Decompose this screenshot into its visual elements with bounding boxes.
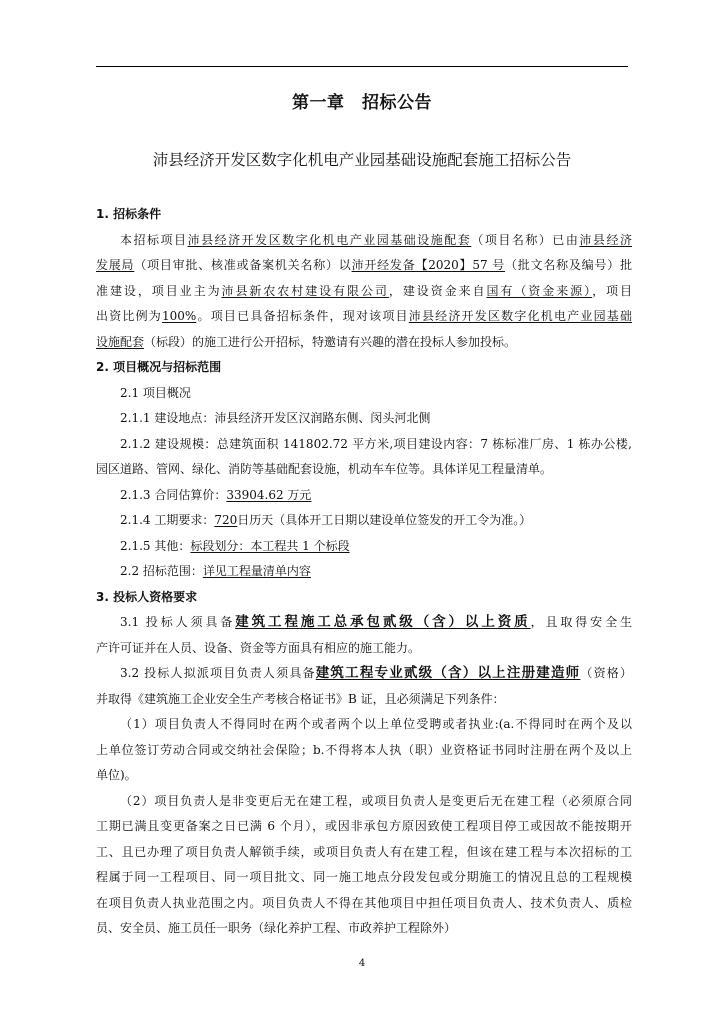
s1-line-2 — [96, 253, 632, 279]
condition-1-line-2: 上单位签订劳动合同或交纳社会保险；b.不得将本人执（职）业资格证书同时注册在两个及以上 — [96, 742, 632, 757]
q2-text: （资格） — [580, 666, 632, 680]
condition-2-line-2: 工期已满且变更备案之日已满 6 个月），或因非承包方原因致使工程项目停工或因故不能按期开 — [96, 819, 632, 833]
condition-2-line-1: （2）项目负责人是非变更后无在建工程，或项目负责人是变更后无在建工程（必须原合同 — [120, 793, 632, 808]
s1-text: （批文名称及编号）批 — [504, 258, 632, 272]
notice-title: 沛县经济开发区数字化机电产业园基础设施配套施工招标公告 — [152, 151, 572, 169]
approval-authority-cont: 发展局 — [96, 258, 135, 272]
funding-ratio: 100% — [162, 309, 197, 323]
q1-text: 3.1 投标人须具备 — [120, 615, 236, 629]
approval-document: 沛开经发备【2020】57 号 — [351, 258, 505, 272]
project-name-repeat: 沛县经济开发区数字化机电产业园基础 — [408, 309, 632, 323]
project-name-repeat-cont: 设施配套 — [96, 334, 145, 349]
other-value: 标段划分：本工程共 1 个标段 — [190, 538, 350, 553]
s1-text: ，建设资金来自 — [388, 283, 487, 298]
qualification-3-1 — [96, 610, 632, 636]
condition-2-line-5: 在项目负责人执业范围之内。项目负责人不得在其他项目中担任项目负责人、技术负责人、质检 — [96, 895, 632, 910]
s1-text: 准建设，项目业主为 — [96, 283, 222, 298]
s1-line-4 — [96, 304, 632, 330]
q1-text: ，且取得安全生 — [530, 615, 632, 629]
other-info — [96, 534, 632, 560]
period-label: 2.1.4 工期要求： — [120, 513, 215, 527]
s1-text: 。项目已具备招标条件，现对该项目 — [196, 309, 409, 323]
tender-scope — [96, 559, 632, 585]
condition-2-line-6: 员、安全员、施工员任一职务（绿化养护工程、市政养护工程除外） — [96, 921, 457, 935]
other-label: 2.1.5 其他： — [120, 538, 191, 553]
s1-text: 出资比例为 — [96, 309, 163, 323]
condition-1-line-1: （1）项目负责人不得同时在两个或者两个以上单位受聘或者执业:(a.不得同时在两个及以 — [120, 717, 632, 731]
document-body — [96, 202, 632, 942]
chapter-title: 第一章 招标公告 — [292, 93, 432, 113]
qualification-3-2 — [96, 661, 632, 687]
condition-2-line-4: 程属于同一工程项目、同一项目批文、同一施工地点分段发包或分期施工的情况且总的工程规模 — [96, 870, 632, 884]
s1-text: 本招标项目 — [120, 232, 188, 247]
approval-authority: 沛县经济 — [579, 232, 632, 247]
project-overview: 2.1 项目概况 — [120, 385, 191, 400]
period-rest: 日历天（具体开工日期以建设单位签发的开工令为准。） — [237, 513, 532, 527]
condition-1-line-3: 单位)。 — [96, 768, 137, 782]
estimate-value: 33904.62 万元 — [226, 487, 312, 502]
page-number: 4 — [358, 958, 366, 969]
construction-location: 2.1.1 建设地点：沛县经济开发区汉润路东侧、闵头河北侧 — [120, 411, 431, 425]
contract-estimate — [96, 483, 632, 509]
qualification-3-2-cont: 并取得《建筑施工企业安全生产考核合格证书》B 证，且必须满足下列条件： — [96, 691, 505, 706]
construction-scale: 2.1.2 建设规模：总建筑面积 141802.72 平方米,项目建设内容：7 栋标准厂房、1 栋办公楼, — [120, 436, 632, 451]
q2-requirement: 建筑工程专业贰级（含）以上注册建造师 — [315, 665, 581, 681]
project-name: 沛县经济开发区数字化机电产业园基础设施配套 — [187, 232, 472, 247]
s1-line-5 — [96, 330, 632, 356]
qualification-3-1-cont: 产许可证并在人员、设备、资金等方面具有相应的施工能力。 — [96, 640, 421, 655]
scope-label: 2.2 招标范围： — [120, 564, 203, 578]
schedule-requirement — [96, 508, 632, 534]
project-owner: 沛县新农农村建设有限公司 — [221, 283, 389, 298]
q1-requirement: 建筑工程施工总承包贰级（含）以上资质 — [235, 614, 531, 630]
scope-value: 详见工程量清单内容 — [202, 564, 311, 578]
section-3-heading: 3. 投标人资格要求 — [96, 589, 198, 604]
section-2-heading: 2. 项目概况与招标范围 — [96, 360, 222, 374]
s1-text: （项目审批、核准或备案机关名称）以 — [134, 258, 352, 272]
s1-text: ，项目 — [592, 283, 632, 298]
period-days: 720 — [214, 513, 238, 527]
s1-line-1 — [96, 228, 632, 254]
condition-2-line-3: 工、且已办理了项目负责人解锁手续，或项目负责人有在建工程，但该在建工程与本次招标的工 — [96, 844, 632, 859]
s1-text: （标段）的施工进行公开招标，特邀请有兴趣的潜在投标人参加投标。 — [144, 334, 517, 349]
estimate-label: 2.1.3 合同估算价： — [120, 487, 227, 502]
section-1-heading: 1. 招标条件 — [96, 207, 162, 221]
s1-line-3 — [96, 279, 632, 305]
header-rule — [96, 66, 628, 67]
q2-text: 3.2 投标人拟派项目负责人须具备 — [120, 666, 316, 680]
fund-source: 国有（资金来源） — [486, 283, 593, 298]
s1-text: （项目名称）已由 — [471, 232, 580, 247]
construction-scale-cont: 园区道路、管网、绿化、消防等基础配套设施，机动车车位等。具体详见工程量清单。 — [96, 462, 553, 476]
